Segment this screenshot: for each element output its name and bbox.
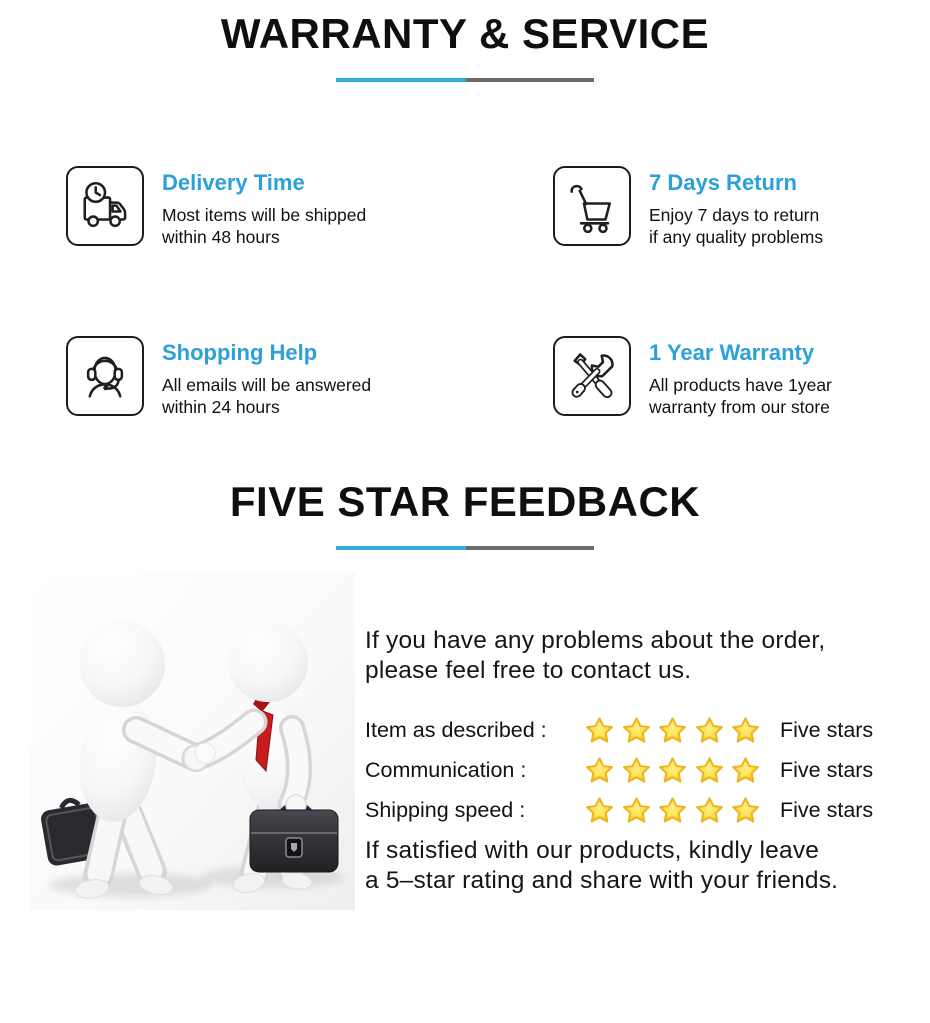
underline-blue-segment — [336, 78, 466, 82]
star-icon — [585, 756, 614, 785]
star-icon — [585, 716, 614, 745]
five-star-rating — [585, 756, 760, 785]
feature-shopping-help — [66, 336, 371, 418]
headset-support-icon — [66, 336, 144, 416]
title-underline — [336, 78, 594, 82]
feature-text — [162, 336, 371, 418]
rating-row-item-as-described — [365, 710, 921, 750]
underline-gray-segment — [466, 546, 594, 550]
star-icon — [731, 756, 760, 785]
rating-value-text: Five stars — [780, 797, 874, 822]
star-icon — [622, 716, 651, 745]
star-icon — [695, 716, 724, 745]
feature-text — [649, 166, 823, 248]
five-star-rating — [585, 716, 760, 745]
feature-title: Delivery Time — [162, 170, 305, 195]
star-icon — [622, 756, 651, 785]
feedback-outro: If satisfied with our products, kindly leave a 5–star rating and share with your friends. — [365, 837, 839, 894]
rating-value-text: Five stars — [780, 717, 874, 742]
delivery-truck-clock-icon — [66, 166, 144, 246]
feedback-section-title: FIVE STAR FEEDBACK — [229, 478, 701, 525]
shopping-cart-icon — [553, 166, 631, 246]
feature-text — [649, 336, 832, 418]
star-icon — [731, 716, 760, 745]
feedback-intro: If you have any problems about the order, please feel free to contact us. — [365, 627, 826, 684]
star-icon — [585, 796, 614, 825]
feature-description: Most items will be shipped within 48 hours — [162, 205, 367, 247]
feedback-text-column — [365, 626, 921, 896]
rating-row-communication — [365, 750, 921, 790]
rating-label: Communication : — [365, 757, 527, 782]
feature-7-days-return — [553, 166, 823, 248]
underline-blue-segment — [336, 546, 466, 550]
feature-description: All products have 1year warranty from our store — [649, 375, 832, 417]
rating-label: Item as described : — [365, 717, 547, 742]
ratings-list — [365, 710, 921, 830]
star-icon — [695, 756, 724, 785]
feature-1-year-warranty — [553, 336, 832, 418]
star-icon — [622, 796, 651, 825]
star-icon — [658, 716, 687, 745]
five-star-rating — [585, 796, 760, 825]
feature-description: All emails will be answered within 24 hours — [162, 375, 372, 417]
warranty-section-title: WARRANTY & SERVICE — [220, 10, 710, 57]
rating-label: Shipping speed : — [365, 797, 526, 822]
star-icon — [658, 756, 687, 785]
title-underline — [336, 546, 594, 550]
feature-title: Shopping Help — [162, 340, 318, 365]
feature-delivery-time — [66, 166, 366, 248]
handshake-figures-image — [30, 572, 355, 910]
feature-description: Enjoy 7 days to return if any quality problems — [649, 205, 824, 247]
star-icon — [695, 796, 724, 825]
star-icon — [658, 796, 687, 825]
rating-row-shipping-speed — [365, 790, 921, 830]
feature-title: 7 Days Return — [649, 170, 797, 195]
underline-gray-segment — [466, 78, 594, 82]
feature-text — [162, 166, 366, 248]
star-icon — [731, 796, 760, 825]
repair-tools-icon — [553, 336, 631, 416]
rating-value-text: Five stars — [780, 757, 874, 782]
feature-title: 1 Year Warranty — [649, 340, 815, 365]
